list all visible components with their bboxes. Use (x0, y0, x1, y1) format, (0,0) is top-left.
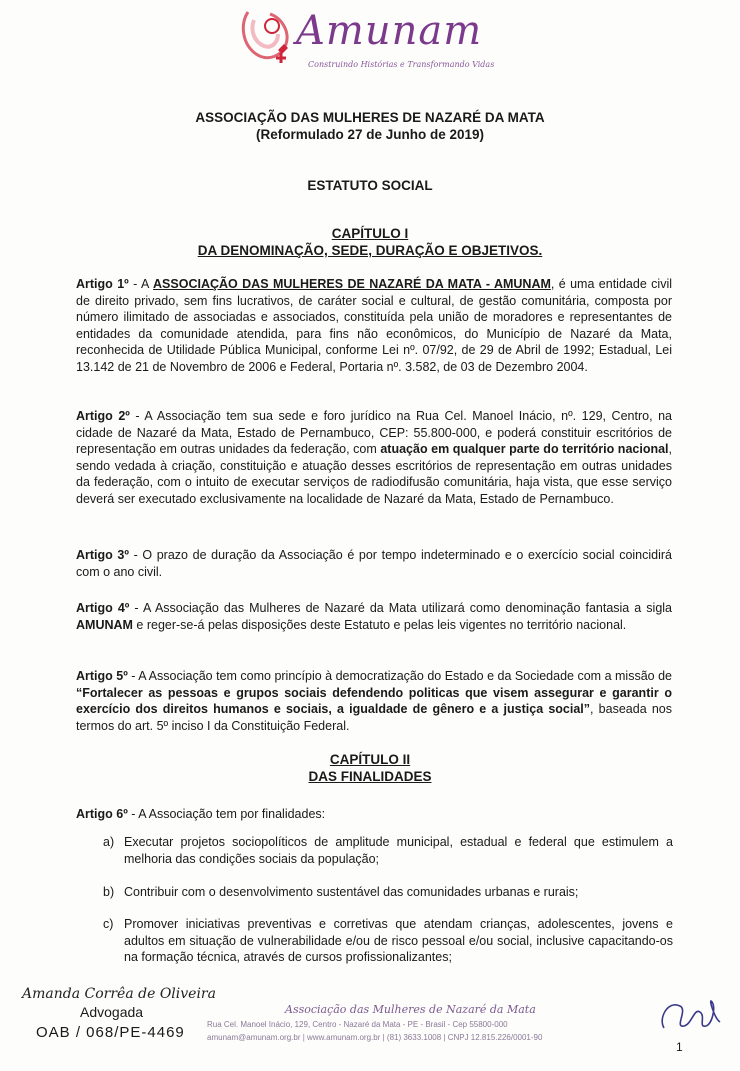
chapter-1-title: CAPÍTULO I (331, 226, 409, 241)
article-text: - A Associação tem como princípio à democratização do Estado e da Sociedade com a missão de (127, 669, 672, 683)
article-text: - O prazo de duração da Associação é por tempo indeterminado e o exercício social coincidirá com o ano civil. (76, 548, 673, 579)
signer-role: Advogada (80, 1004, 144, 1020)
list-text: Executar projetos sociopolíticos de amplitude municipal, estadual e federal que estimulem a melhoria das condições sociais da população; (124, 835, 673, 866)
article-label: Artigo 2º (76, 409, 130, 423)
list-item (103, 884, 673, 901)
footer-org-name: Associação das Mulheres de Nazaré da Mata (285, 1003, 536, 1016)
article-4 (76, 600, 672, 633)
article-text: - A Associação das Mulheres de Nazaré da Mata utilizará como denominação fantasia a sigla (129, 601, 672, 615)
footer-contact: amunam@amunam.org.br | www.amunam.org.br | (81) 3633.1008 | CNPJ 12.815.226/0001-90 (207, 1033, 543, 1042)
article-emphasis: AMUNAM (76, 617, 133, 632)
article-text: , sendo vedada à criação, constituição e atuação desses escritórios de representação em outras unidades da federação, com o intuito de executar serviços de radiodifusão comunitária, haja vista, que esse serviço deverá ser executado exclusivamente na localidade de Nazaré da Mata, Estado de Pernambuco. (76, 442, 673, 506)
article-text: - A Associação tem sua sede e foro jurídico na Rua Cel. Manoel Inácio, nº. 129, Centro, na cidade de Nazaré da Mata, Estado de Pernambuco, CEP: 55.800-000, e poderá constituir escritórios de representação em outras unidades da federação, com (76, 409, 672, 457)
chapter-1-subtitle: DA DENOMINAÇÃO, SEDE, DURAÇÃO E OBJETIVOS. (197, 243, 543, 258)
reform-note: (Reformulado 27 de Junho de 2019) (255, 127, 485, 142)
amunam-logo (238, 4, 498, 74)
article-emphasis: “Fortalecer as pessoas e grupos sociais defendendo politicas que visem assegurar e garantir o exercício dos direitos humanos e sociais, a igualdade de gênero e a justiça social” (76, 685, 672, 717)
signer-name: Amanda Corrêa de Oliveira (22, 986, 216, 1002)
article-emphasis: atuação em qualquer parte do território nacional (380, 442, 669, 457)
chapter-2-title: CAPÍTULO II (329, 752, 411, 767)
chapter-2-subtitle: DAS FINALIDADES (308, 769, 432, 784)
article-label: Artigo 6º (76, 807, 128, 821)
signer-oab: OAB / 068/PE-4469 (36, 1024, 185, 1041)
logo-wordmark: Amunam (296, 8, 483, 54)
article-text: - A Associação tem por finalidades: (127, 807, 326, 821)
article-label: Artigo 4º (76, 601, 130, 615)
org-title: ASSOCIAÇÃO DAS MULHERES DE NAZARÉ DA MATA (195, 110, 545, 125)
article-1 (76, 276, 672, 376)
footer-address: Rua Cel. Manoel Inácio, 129, Centro - Nazaré da Mata - PE - Brasil - Cep 55800-000 (207, 1020, 508, 1029)
article-label: Artigo 1º (76, 277, 129, 291)
article-text: , é uma entidade civil de direito privado, sem fins lucrativos, de caráter social e cultural, de gestão comunitária, composta por número ilimitado de associadas e associados, constituída pela união de moradores e representantes de entidades da comunidade atendida, para fins não econômicos, do Município de Nazaré da Mata, reconhecida de Utilidade Pública Municipal, conforme Lei nº. 07/92, de 29 de Abril de 1992; Estadual, Lei 13.142 de 21 de Novembro de 2006 e Federal, Portaria nº. 3.582, de 03 de Dezembro 2004. (76, 277, 672, 374)
list-item (103, 916, 673, 966)
list-text: Contribuir com o desenvolvimento sustentável das comunidades urbanas e rurais; (124, 885, 579, 899)
list-text: Promover iniciativas preventivas e corretivas que atendam crianças, adolescentes, jovens e adultos em situação de vulnerabilidade e/ou de risco pessoal e/ou social, inclusive capacitando-os na formação técnica, através de cursos profissionalizantes; (124, 917, 673, 965)
logo-emblem-icon (238, 4, 298, 70)
article-label: Artigo 5º (76, 669, 128, 683)
list-marker: b) (103, 885, 115, 899)
article-3 (76, 547, 672, 580)
article-text: - A (128, 277, 154, 291)
article-2 (76, 408, 672, 508)
article-label: Artigo 3º (76, 548, 129, 562)
list-item (103, 834, 673, 867)
logo-tagline: Construindo Histórias e Transformando Vidas (308, 60, 495, 69)
article-text: , baseada nos termos do art. 5º inciso I da Constituição Federal. (76, 702, 672, 733)
page-number: 1 (676, 1040, 683, 1054)
article-text: e reger-se-á pelas disposições deste Estatuto e pelas leis vigentes no território nacional. (132, 617, 627, 632)
document-title: ESTATUTO SOCIAL (307, 178, 433, 193)
list-marker: c) (103, 917, 114, 931)
association-name: ASSOCIAÇÃO DAS MULHERES DE NAZARÉ DA MATA - AMUNAM (153, 277, 551, 291)
article-5 (76, 668, 672, 734)
article-6 (76, 806, 672, 823)
list-marker: a) (103, 835, 115, 849)
handwritten-rubric-icon (654, 988, 724, 1040)
